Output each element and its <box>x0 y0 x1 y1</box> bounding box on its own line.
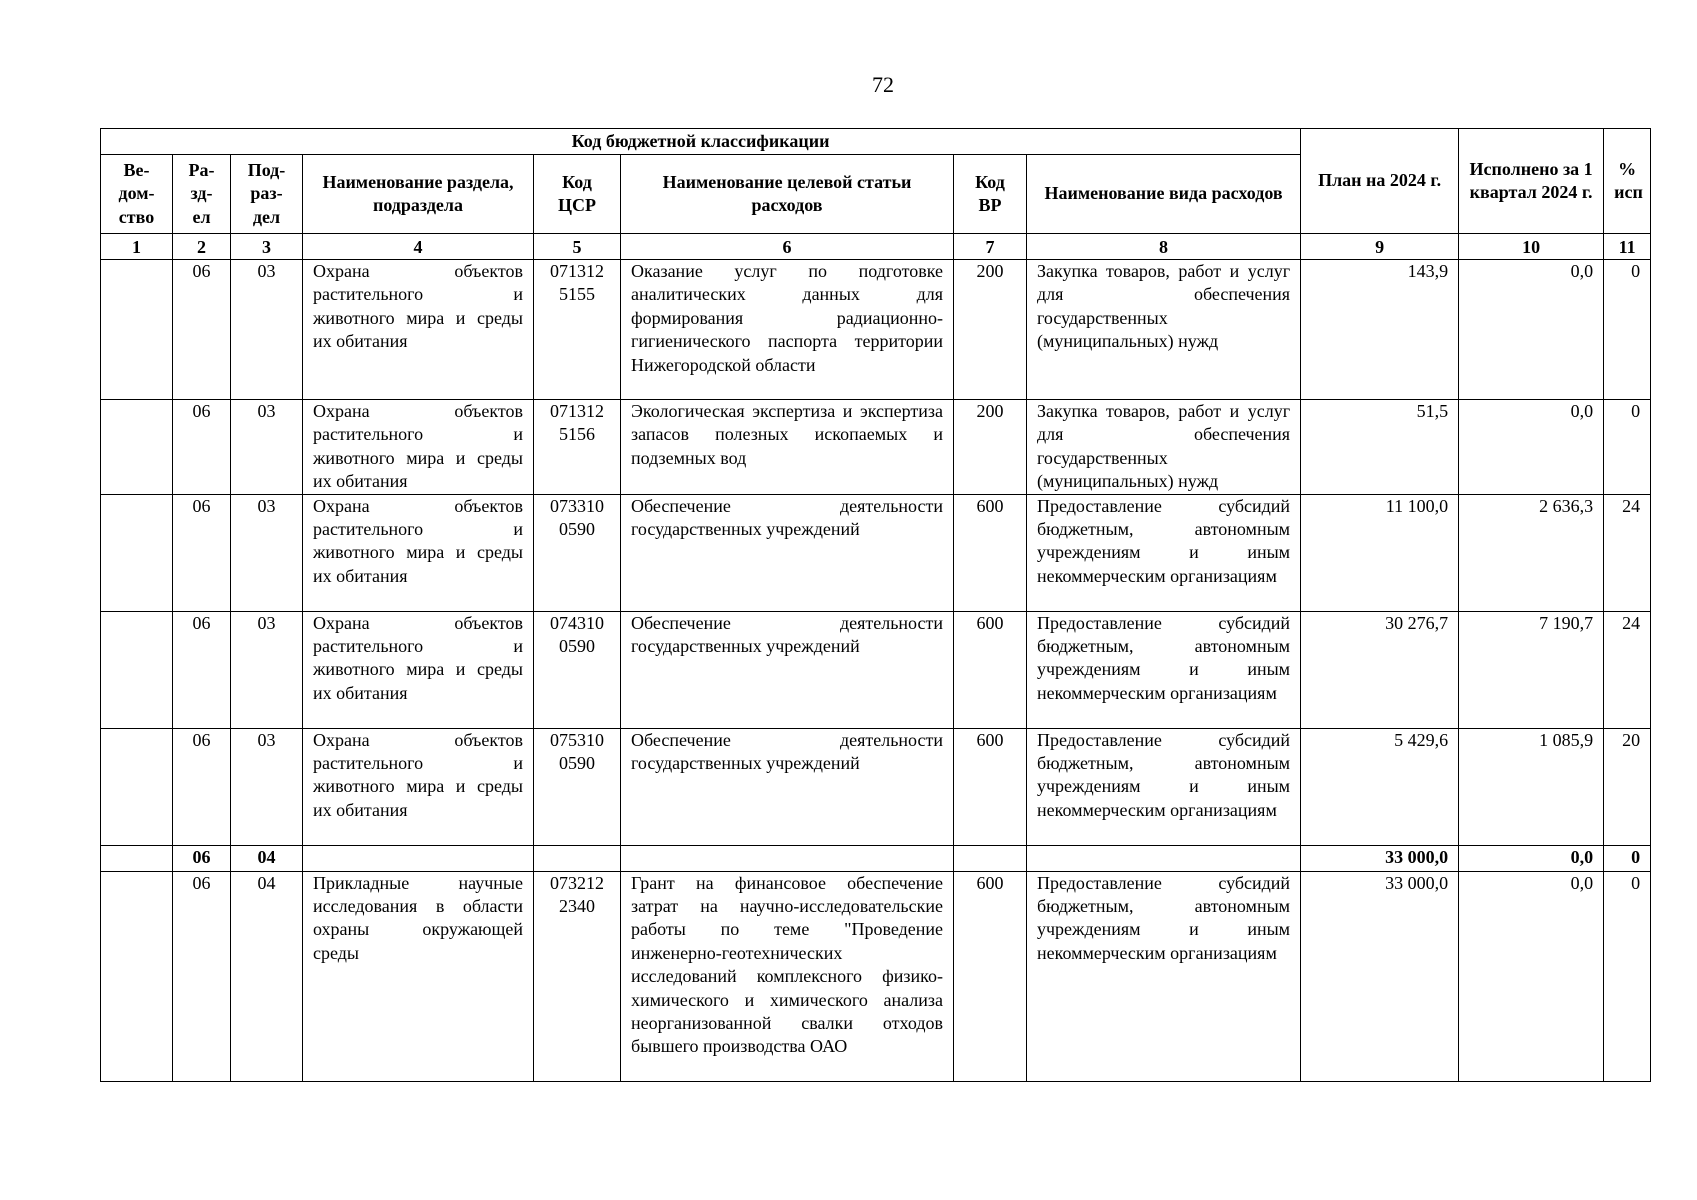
cell-csr: 071312 5156 <box>534 400 621 495</box>
cell-target-name <box>621 845 954 871</box>
cell-plan: 33 000,0 <box>1301 845 1459 871</box>
cell-csr: 073310 0590 <box>534 494 621 611</box>
cell-percent: 24 <box>1604 611 1651 728</box>
cell-podrazdel: 03 <box>231 611 303 728</box>
cell-executed: 0,0 <box>1459 845 1604 871</box>
cell-expense-type: Закупка товаров, работ и услуг для обеспечения государственных (муниципальных) нужд <box>1027 260 1301 400</box>
header-col-1: Ве-дом-ство <box>101 155 173 234</box>
cell-podrazdel: 03 <box>231 494 303 611</box>
col-number: 10 <box>1459 234 1604 260</box>
cell-percent: 0 <box>1604 400 1651 495</box>
cell-vr: 600 <box>954 871 1027 1081</box>
cell-plan: 30 276,7 <box>1301 611 1459 728</box>
cell-razdel: 06 <box>173 260 231 400</box>
cell-section-name: Охрана объектов растительного и животного мира и среды их обитания <box>303 400 534 495</box>
table-row <box>101 728 1651 845</box>
table-row <box>101 400 1651 495</box>
cell-plan: 11 100,0 <box>1301 494 1459 611</box>
page-number: 72 <box>872 72 894 97</box>
cell-vr: 200 <box>954 400 1027 495</box>
header-col-4: Наименование раздела, подраздела <box>303 155 534 234</box>
cell-csr: 075310 0590 <box>534 728 621 845</box>
cell-razdel: 06 <box>173 400 231 495</box>
cell-podrazdel: 03 <box>231 400 303 495</box>
budget-table <box>100 128 1651 1082</box>
cell-podrazdel: 04 <box>231 845 303 871</box>
cell-section-name: Охрана объектов растительного и животного мира и среды их обитания <box>303 260 534 400</box>
cell-plan: 143,9 <box>1301 260 1459 400</box>
cell-target-name: Обеспечение деятельности государственных учреждений <box>621 494 954 611</box>
cell-razdel: 06 <box>173 845 231 871</box>
cell-executed: 0,0 <box>1459 871 1604 1081</box>
cell-expense-type: Предоставление субсидий бюджетным, автономным учреждениям и иным некоммерческим организациям <box>1027 611 1301 728</box>
cell-expense-type: Предоставление субсидий бюджетным, автономным учреждениям и иным некоммерческим организациям <box>1027 871 1301 1081</box>
cell-percent: 0 <box>1604 845 1651 871</box>
col-number: 6 <box>621 234 954 260</box>
cell-expense-type: Закупка товаров, работ и услуг для обеспечения государственных (муниципальных) нужд <box>1027 400 1301 495</box>
table-row <box>101 260 1651 400</box>
col-number: 8 <box>1027 234 1301 260</box>
cell-vr <box>954 845 1027 871</box>
cell-target-name: Экологическая экспертиза и экспертиза запасов полезных ископаемых и подземных вод <box>621 400 954 495</box>
header-col-6: Наименование целевой статьи расходов <box>621 155 954 234</box>
cell-section-name: Охрана объектов растительного и животного мира и среды их обитания <box>303 728 534 845</box>
cell-podrazdel: 04 <box>231 871 303 1081</box>
cell-target-name: Обеспечение деятельности государственных учреждений <box>621 728 954 845</box>
cell-executed: 2 636,3 <box>1459 494 1604 611</box>
cell-razdel: 06 <box>173 728 231 845</box>
cell-executed: 0,0 <box>1459 260 1604 400</box>
cell-target-name: Грант на финансовое обеспечение затрат на научно-исследовательские работы по теме "Проведение инженерно-геотехнических исследований комплексного физико-химического и химического анализа неорганизованной свалки отходов бывшего производства ОАО <box>621 871 954 1081</box>
cell-expense-type: Предоставление субсидий бюджетным, автономным учреждениям и иным некоммерческим организациям <box>1027 494 1301 611</box>
col-number: 2 <box>173 234 231 260</box>
cell-csr <box>534 845 621 871</box>
table-row <box>101 611 1651 728</box>
cell-razdel: 06 <box>173 494 231 611</box>
cell-executed: 0,0 <box>1459 400 1604 495</box>
col-number: 4 <box>303 234 534 260</box>
cell-ved <box>101 845 173 871</box>
header-col-10: Исполнено за 1 квартал 2024 г. <box>1459 129 1604 234</box>
header-col-2: Ра-зд-ел <box>173 155 231 234</box>
cell-csr: 073212 2340 <box>534 871 621 1081</box>
cell-podrazdel: 03 <box>231 728 303 845</box>
cell-razdel: 06 <box>173 871 231 1081</box>
col-number: 7 <box>954 234 1027 260</box>
cell-plan: 51,5 <box>1301 400 1459 495</box>
cell-target-name: Оказание услуг по подготовке аналитических данных для формирования радиационно-гигиенического паспорта территории Нижегородской области <box>621 260 954 400</box>
header-col-8: Наименование вида расходов <box>1027 155 1301 234</box>
cell-ved <box>101 871 173 1081</box>
cell-section-name: Прикладные научные исследования в области охраны окружающей среды <box>303 871 534 1081</box>
cell-csr: 074310 0590 <box>534 611 621 728</box>
cell-percent: 0 <box>1604 871 1651 1081</box>
cell-plan: 5 429,6 <box>1301 728 1459 845</box>
table-row <box>101 494 1651 611</box>
cell-csr: 071312 5155 <box>534 260 621 400</box>
col-number: 9 <box>1301 234 1459 260</box>
cell-section-name: Охрана объектов растительного и животного мира и среды их обитания <box>303 611 534 728</box>
col-number: 11 <box>1604 234 1651 260</box>
cell-executed: 7 190,7 <box>1459 611 1604 728</box>
cell-ved <box>101 494 173 611</box>
cell-percent: 24 <box>1604 494 1651 611</box>
col-number: 5 <box>534 234 621 260</box>
cell-vr: 600 <box>954 494 1027 611</box>
cell-vr: 600 <box>954 728 1027 845</box>
cell-ved <box>101 260 173 400</box>
cell-plan: 33 000,0 <box>1301 871 1459 1081</box>
header-col-5: Код ЦСР <box>534 155 621 234</box>
cell-section-name: Охрана объектов растительного и животного мира и среды их обитания <box>303 494 534 611</box>
cell-expense-type: Предоставление субсидий бюджетным, автономным учреждениям и иным некоммерческим организациям <box>1027 728 1301 845</box>
cell-section-name <box>303 845 534 871</box>
cell-vr: 200 <box>954 260 1027 400</box>
header-col-11: % исп <box>1604 129 1651 234</box>
cell-podrazdel: 03 <box>231 260 303 400</box>
table-row-subtotal <box>101 845 1651 871</box>
col-number: 3 <box>231 234 303 260</box>
cell-executed: 1 085,9 <box>1459 728 1604 845</box>
header-col-7: Код ВР <box>954 155 1027 234</box>
cell-razdel: 06 <box>173 611 231 728</box>
table-row <box>101 871 1651 1081</box>
col-number: 1 <box>101 234 173 260</box>
cell-ved <box>101 728 173 845</box>
cell-ved <box>101 611 173 728</box>
cell-vr: 600 <box>954 611 1027 728</box>
cell-percent: 0 <box>1604 260 1651 400</box>
header-col-9: План на 2024 г. <box>1301 129 1459 234</box>
cell-ved <box>101 400 173 495</box>
header-budget-classification: Код бюджетной классификации <box>101 129 1301 155</box>
header-col-3: Под-раз-дел <box>231 155 303 234</box>
cell-target-name: Обеспечение деятельности государственных учреждений <box>621 611 954 728</box>
cell-percent: 20 <box>1604 728 1651 845</box>
cell-expense-type <box>1027 845 1301 871</box>
